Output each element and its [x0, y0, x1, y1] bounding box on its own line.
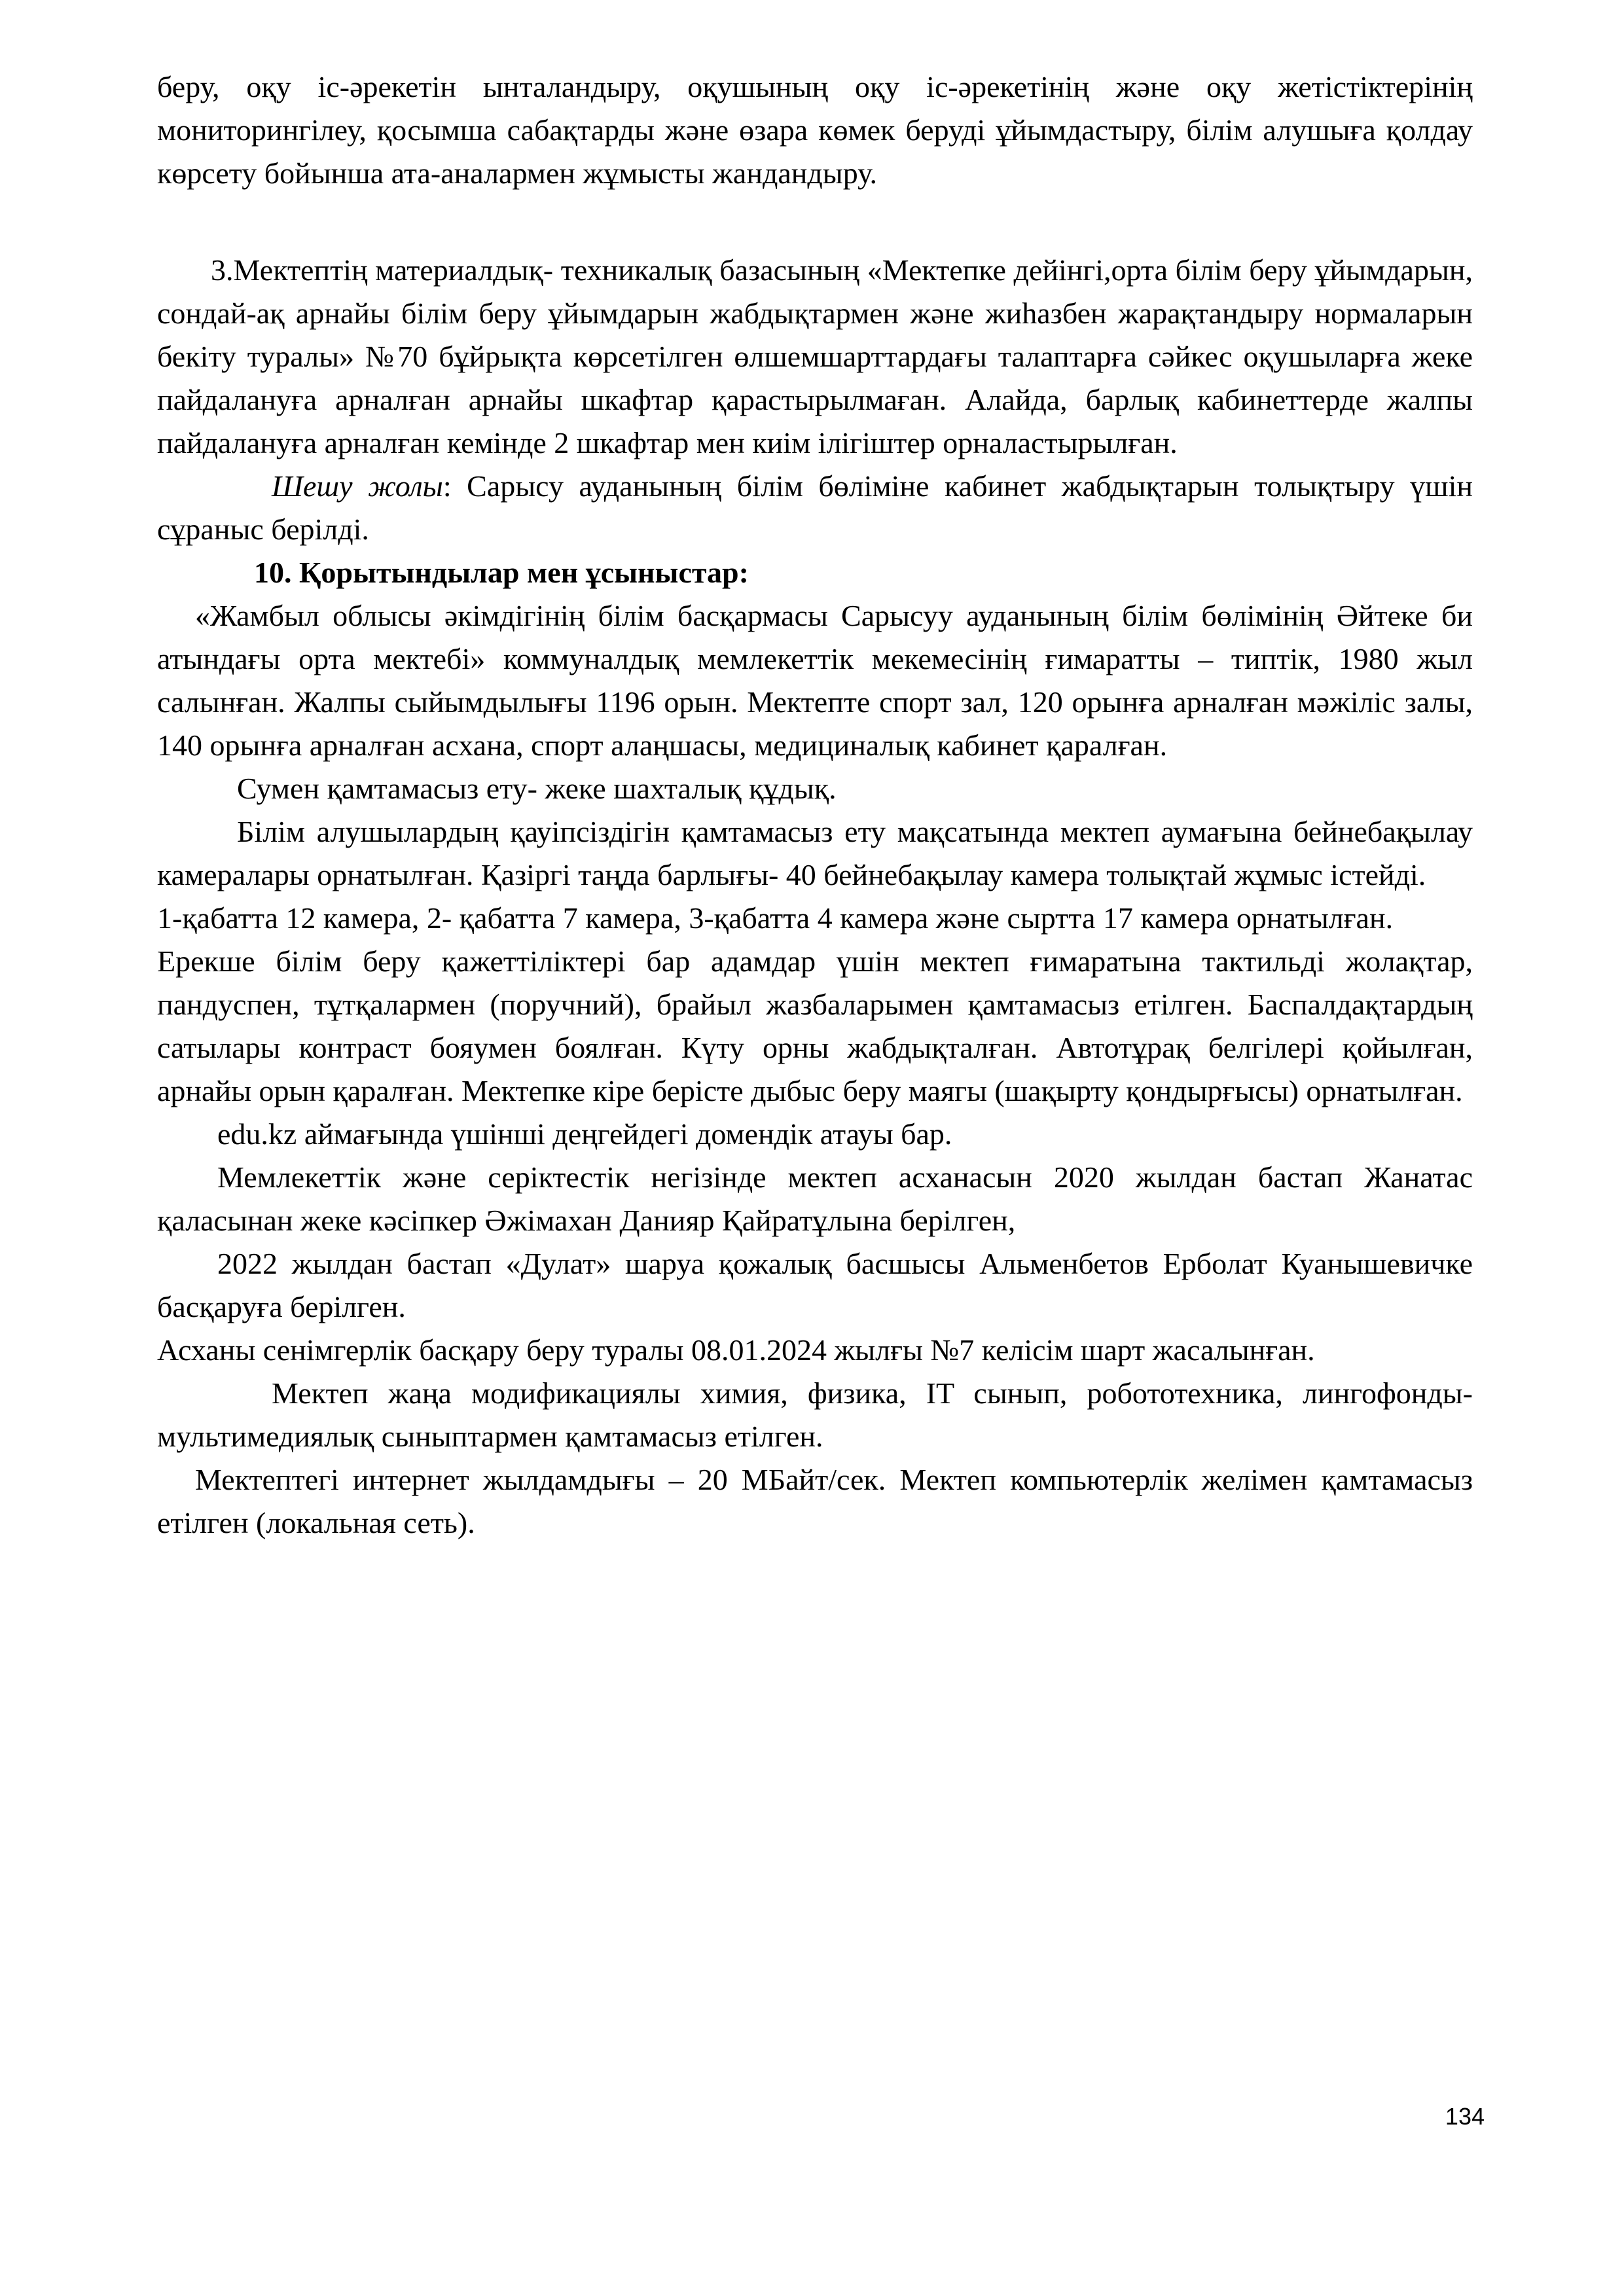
- paragraph-special-needs: Ерекше білім беру қажеттіліктері бар адамдар үшін мектеп ғимаратына тактильді жолақтар, пандуспен, тұтқалармен (поручний), брайыл жазбаларымен қамтамасыз етілген. Баспалдақтардың сатылары контраст бояумен боялған. Күту орны жабдықталған. Автотұрақ белгілері қойылған, арнайы орын қаралған. Мектепке кіре берісте дыбыс беру маягы (шақырту қондырғысы) орнатылған.: [157, 944, 1473, 1107]
- paragraph-domain: edu.kz аймағында үшінші деңгейдегі домендік атауы бар.: [217, 1117, 952, 1151]
- paragraph-contract: Асханы сенімгерлік басқару беру туралы 08.01.2024 жылғы №7 келісім шарт жасалынған.: [157, 1333, 1315, 1367]
- paragraph-internet: Мектептегі интернет жылдамдығы – 20 МБайт/сек. Мектеп компьютерлік желімен қамтамасыз етілген (локальная сеть).: [157, 1463, 1473, 1539]
- paragraph-section-3: 3.Мектептің материалдық- техникалық базасының «Мектепке дейінгі,орта білім беру ұйымдарын, сондай-ақ арнайы білім беру ұйымдарын жабдықтармен және жиһазбен жарақтандыру нормаларын бекіту туралы» №70 бұйрықта көрсетілген өлшемшарттардағы талаптарға сәйкес оқушыларға жеке пайдалануға арналған арнайы шкафтар қарастырылмаған. Алайда, барлық кабинеттерде жалпы пайдалануға арналған кемінде 2 шкафтар мен киім ілігіштер орналастырылған.: [157, 253, 1473, 459]
- paragraph-water-supply: Сумен қамтамасыз ету- жеке шахталық құдық.: [237, 772, 837, 805]
- document-body: [157, 65, 1473, 1545]
- solution-label: Шешу жолы: [272, 469, 443, 503]
- solution-text: : Сарысу ауданының білім бөліміне кабинет жабдықтарын толықтыру үшін сұраныс берілді.: [157, 469, 1473, 546]
- paragraph-modernization: Мектеп жаңа модификациялы химия, физика, IT сынып, робототехника, лингофонды-мультимедиялық сыныптармен қамтамасыз етілген.: [157, 1376, 1473, 1453]
- page-number: 134: [1445, 2103, 1485, 2130]
- paragraph-solution: [157, 465, 1473, 551]
- paragraph-safety: Білім алушылардың қауіпсіздігін қамтамасыз ету мақсатында мектеп аумағына бейнебақылау камералары орнатылған. Қазіргі таңда барлығы- 40 бейнебақылау камера толықтай жұмыс істейді.: [157, 815, 1473, 891]
- paragraph-2022: 2022 жылдан бастап «Дулат» шаруа қожалық басшысы Альменбетов Ерболат Куанышевичке басқаруға берілген.: [157, 1247, 1473, 1323]
- paragraph-canteen: Мемлекеттік және серіктестік негізінде мектеп асханасын 2020 жылдан бастап Жанатас қаласынан жеке кәсіпкер Әжімахан Данияр Қайратұлына берілген,: [157, 1160, 1473, 1237]
- section-heading-10: 10. Қорытындылар мен ұсыныстар:: [254, 556, 749, 589]
- paragraph-intro: беру, оқу іс-әрекетін ынталандыру, оқушының оқу іс-әрекетінің және оқу жетістіктерінің мониторингілеу, қосымша сабақтарды және өзара көмек беруді ұйымдастыру, білім алушыға қолдау көрсету бойынша ата-аналармен жұмысты жандандыру.: [157, 70, 1473, 190]
- paragraph-cameras: 1-қабатта 12 камера, 2- қабатта 7 камера, 3-қабатта 4 камера және сыртта 17 камера орнатылған.: [157, 901, 1394, 935]
- paragraph-building: «Жамбыл облысы әкімдігінің білім басқармасы Сарысуу ауданының білім бөлімінің Әйтеке би атындағы орта мектебі» коммуналдық мемлекеттік мекемесінің ғимаратты – типтік, 1980 жыл салынған. Жалпы сыйымдылығы 1196 орын. Мектепте спорт зал, 120 орынға арналған мәжіліс залы, 140 орынға арналған асхана, спорт алаңшасы, медициналық кабинет қаралған.: [157, 599, 1473, 762]
